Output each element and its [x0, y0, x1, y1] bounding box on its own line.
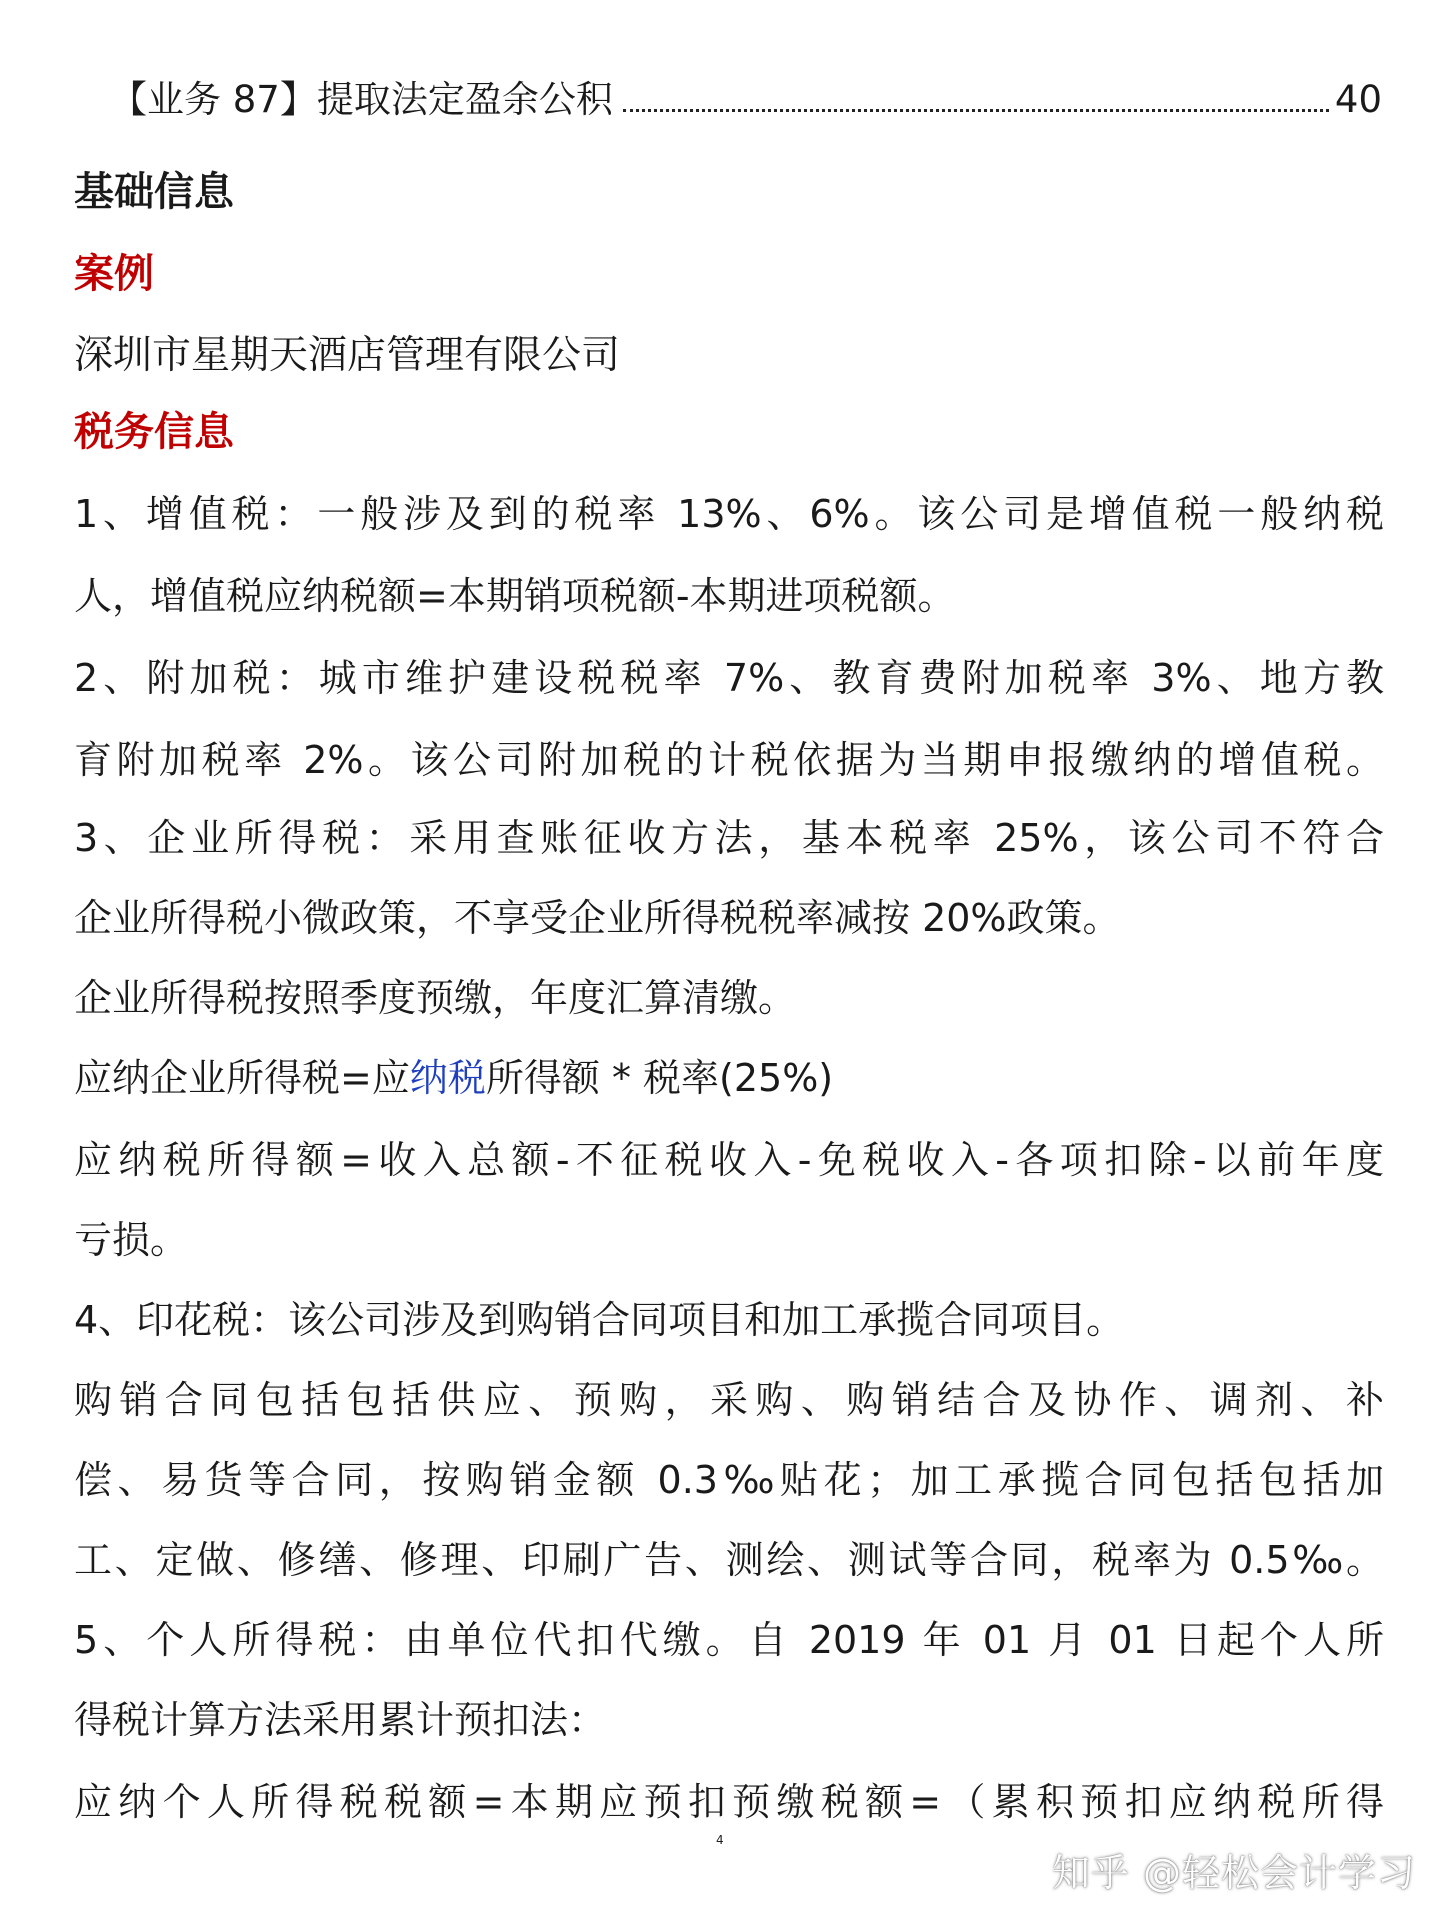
heading-tax-info: 税务信息 — [74, 409, 234, 455]
toc-leader-dots — [623, 108, 1329, 112]
text-line: 偿、易货等合同，按购销金额 0.3‰贴花；加工承揽合同包括包括加 — [74, 1458, 1384, 1502]
text-line: 5、个人所得税：由单位代扣代缴。自 2019 年 01 月 01 日起个人所 — [74, 1618, 1384, 1662]
text-line: 1、增值税：一般涉及到的税率 13%、6%。该公司是增值税一般纳税 — [74, 492, 1384, 536]
text-line: 3、企业所得税：采用查账征收方法，基本税率 25%，该公司不符合 — [74, 816, 1384, 860]
text-line: 2、附加税：城市维护建设税税率 7%、教育费附加税率 3%、地方教 — [74, 656, 1384, 700]
page-number: 4 — [716, 1833, 724, 1847]
formula-text-after: 所得额 * 税率(25%) — [485, 1056, 834, 1100]
text-line: 购销合同包括包括供应、预购，采购、购销结合及协作、调剂、补 — [74, 1378, 1384, 1422]
text-line: 育附加税率 2%。该公司附加税的计税依据为当期申报缴纳的增值税。 — [74, 738, 1384, 782]
tax-link[interactable]: 纳税 — [409, 1056, 486, 1100]
formula-text-before: 应纳企业所得税=应 — [74, 1056, 410, 1100]
text-line: 4、印花税：该公司涉及到购销合同项目和加工承揽合同项目。 — [74, 1298, 1125, 1342]
text-line: 应纳个人所得税税额=本期应预扣预缴税额=（累积预扣应纳税所得 — [74, 1780, 1384, 1824]
text-line: 人，增值税应纳税额=本期销项税额-本期进项税额。 — [74, 574, 956, 618]
text-line: 亏损。 — [74, 1218, 189, 1262]
text-line: 应纳税所得额=收入总额-不征税收入-免税收入-各项扣除-以前年度 — [74, 1138, 1384, 1182]
watermark: 知乎 @轻松会计学习 — [1051, 1851, 1416, 1895]
toc-label: 【业务 87】提取法定盈余公积 — [110, 78, 613, 121]
toc-page-number: 40 — [1334, 78, 1382, 121]
heading-case: 案例 — [74, 251, 154, 297]
text-line: 得税计算方法采用累计预扣法： — [74, 1698, 607, 1742]
company-name: 深圳市星期天酒店管理有限公司 — [74, 333, 621, 378]
toc-entry[interactable] — [110, 72, 1382, 128]
text-line: 工、定做、修缮、修理、印刷广告、测绘、测试等合同，税率为 0.5‰。 — [74, 1538, 1384, 1582]
text-line: 企业所得税小微政策，不享受企业所得税税率减按 20%政策。 — [74, 896, 1121, 940]
heading-basic-info: 基础信息 — [74, 169, 234, 215]
formula-line — [74, 1048, 1384, 1108]
text-line: 企业所得税按照季度预缴，年度汇算清缴。 — [74, 976, 797, 1020]
